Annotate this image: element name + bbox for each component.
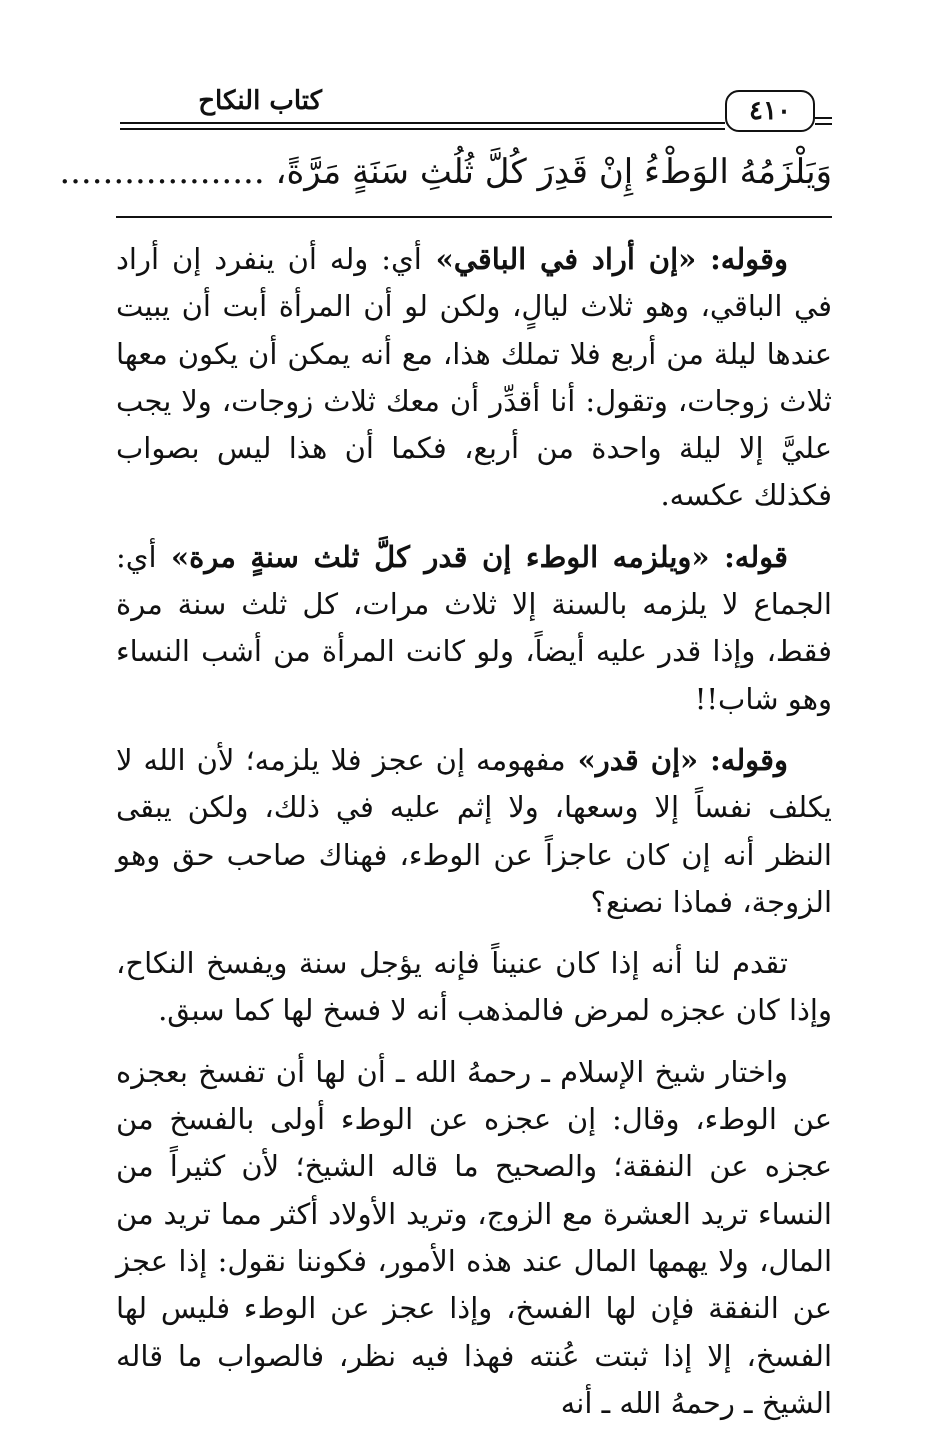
header-rule-bottom [120,128,725,130]
paragraph-text: مفهومه إن عجز فلا يلزمه؛ لأن الله لا يكلف نفساً إلا وسعها، ولا إثم عليه في ذلك، ولكن يبقى النظر أنه إن كان عاجزاً عن الوطء، فهناك صاحب حق وهو الزوجة، فماذا نصنع؟ [116,742,832,919]
header-rule-top [120,122,725,124]
matn-divider [116,216,832,218]
paragraph [116,534,832,723]
page-number: ٤١٠ [725,90,815,132]
page-header [120,84,832,134]
paragraph-lead: قوله: [724,539,788,574]
paragraph-text: أي: الجماع لا يلزمه بالسنة إلا ثلاث مرات، كل ثلث سنة مرة فقط، وإذا قدر عليه أيضاً، ولو كانت المرأة من أشب النساء وهو شاب!! [116,539,832,716]
paragraph [116,737,832,926]
header-rule-right-bottom [815,123,832,125]
commentary [116,236,832,1441]
paragraph [116,1049,832,1427]
quoted-matn: «إن أراد في الباقي» [421,242,711,276]
matn-text: وَيَلْزَمُهُ الوَطْءُ إِنْ قَدِرَ كُلَّ ثُلُثِ سَنَةٍ مَرَّةً، [275,152,832,192]
header-rule-right-top [815,117,832,119]
paragraph-text: أي: وله أن ينفرد إن أراد في الباقي، وهو ثلاث ليالٍ، ولكن لو أن المرأة أبت أن يبيت عندها ليلة من أربع فلا تملك هذا، مع أنه يمكن أن يكون معها ثلاث زوجات، وتقول: أنا أقدِّر أن معك ثلاث زوجات، ولا يجب عليَّ إلا ليلة واحدة من أربع، فكما أن هذا ليس بصواب فكذلك عكسه. [116,242,832,513]
running-title: كتاب النكاح [198,86,322,116]
paragraph-lead: وقوله: [710,742,788,777]
quoted-matn: «إن قدر» [565,742,711,777]
matn-line [59,140,832,204]
paragraph-text: واختار شيخ الإسلام ـ رحمهُ الله ـ أن لها أن تفسخ بعجزه عن الوطء، وقال: إن عجزه عن الوطء أولى بالفسخ من عجزه عن النفقة؛ والصحيح ما قاله الشيخ؛ لأن كثيراً من النساء تريد العشرة مع الزوج، وتريد الأولاد أكثر مما تريد من المال، ولا يهمها المال عند هذه الأمور، فكوننا نقول: إذا عجز عن النفقة فإن لها الفسخ، وإذا عجز عن الوطء فليس لها الفسخ، إلا إذا ثبتت عُنته فهذا فيه نظر، فالصواب ما قاله الشيخ ـ رحمهُ الله ـ أنه [116,1054,832,1420]
matn-ellipsis: ................... [59,152,265,192]
paragraph-lead: وقوله: [710,242,789,276]
paragraph [116,940,832,1035]
quoted-matn: «ويلزمه الوطء إن قدر كلَّ ثلث سنةٍ مرة» [156,539,725,574]
paragraph-text: تقدم لنا أنه إذا كان عنيناً فإنه يؤجل سنة ويفسخ النكاح، وإذا كان عجزه لمرض فالمذهب أنه لا فسخ لها كما سبق. [116,946,832,1028]
paragraph [116,236,832,520]
